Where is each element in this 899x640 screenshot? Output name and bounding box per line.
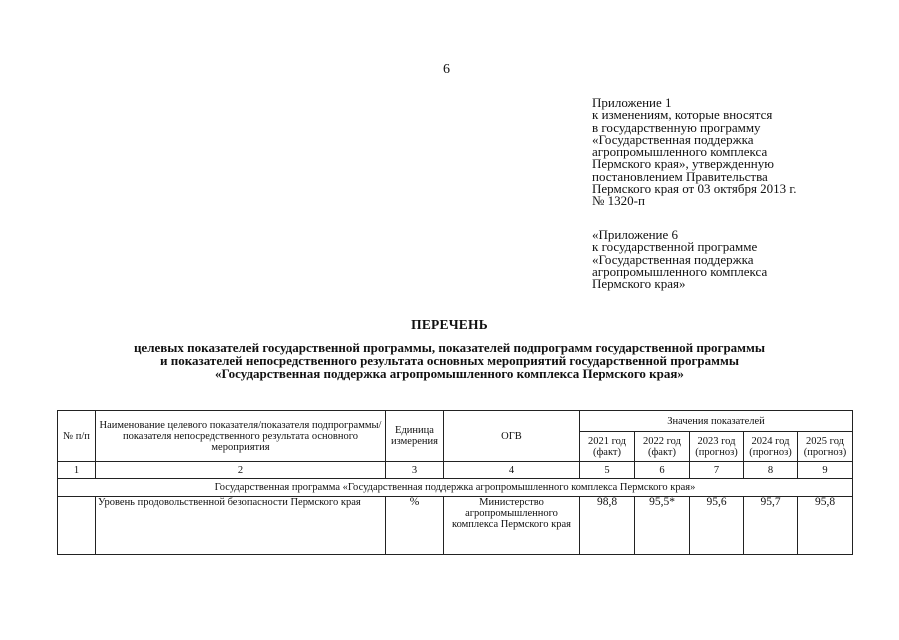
column-number: 2 bbox=[96, 462, 386, 479]
column-number: 1 bbox=[58, 462, 96, 479]
header-year-2024: 2024 год (прогноз) bbox=[744, 432, 798, 462]
header-year-2021: 2021 год (факт) bbox=[580, 432, 635, 462]
table-row bbox=[58, 497, 853, 555]
row-unit: % bbox=[386, 497, 444, 555]
column-number: 6 bbox=[635, 462, 690, 479]
program-title: Государственная программа «Государственная поддержка агропромышленного комплекса Пермского края» bbox=[58, 479, 853, 497]
column-number: 9 bbox=[798, 462, 853, 479]
column-number: 4 bbox=[444, 462, 580, 479]
document-title: ПЕРЕЧЕНЬ bbox=[411, 317, 488, 332]
document-subtitle bbox=[0, 341, 899, 380]
row-value-2021: 98,8 bbox=[580, 497, 635, 555]
row-value-2025: 95,8 bbox=[798, 497, 853, 555]
appendix-6-note: «Приложение 6 к государственной программе «Государственная поддержка агропромышленного комплекса Пермского края» bbox=[592, 227, 768, 292]
row-ogv: Министерство агропромышленного комплекса Пермского края bbox=[444, 497, 580, 555]
page-number: 6 bbox=[443, 62, 450, 77]
row-num bbox=[58, 497, 96, 555]
row-value-2023: 95,6 bbox=[690, 497, 744, 555]
header-year-2025: 2025 год (прогноз) bbox=[798, 432, 853, 462]
appendix-1-note: Приложение 1 к изменениям, которые вносятся в государственную программу «Государственная поддержка агропромышленного комплекса Пермского края», утвержденную постановлением Правительства Пермского края от 03 октября 2013 г. № 1320-п bbox=[592, 95, 797, 209]
header-year-2023: 2023 год (прогноз) bbox=[690, 432, 744, 462]
row-value-2024: 95,7 bbox=[744, 497, 798, 555]
subtitle-line-3: «Государственная поддержка агропромышленного комплекса Пермского края» bbox=[215, 366, 684, 381]
header-unit: Единица измерения bbox=[386, 411, 444, 462]
header-num: № п/п bbox=[58, 411, 96, 462]
subtitle-line-1: целевых показателей государственной программы, показателей подпрограмм государственной программы bbox=[133, 340, 766, 355]
header-year-2022: 2022 год (факт) bbox=[635, 432, 690, 462]
indicators-table bbox=[57, 410, 853, 555]
subtitle-line-2: и показателей непосредственного результата основных мероприятий государственной программы bbox=[160, 353, 739, 368]
column-number: 8 bbox=[744, 462, 798, 479]
column-number: 7 bbox=[690, 462, 744, 479]
header-values: Значения показателей bbox=[580, 411, 853, 432]
program-row bbox=[58, 479, 853, 497]
table-header-row bbox=[58, 411, 853, 432]
row-value-2022: 95,5* bbox=[635, 497, 690, 555]
column-numbers-row bbox=[58, 462, 853, 479]
header-name: Наименование целевого показателя/показателя подпрограммы/показателя непосредственного результата основного мероприятия bbox=[96, 411, 386, 462]
column-number: 5 bbox=[580, 462, 635, 479]
header-ogv: ОГВ bbox=[444, 411, 580, 462]
column-number: 3 bbox=[386, 462, 444, 479]
row-indicator-name: Уровень продовольственной безопасности Пермского края bbox=[96, 497, 386, 555]
